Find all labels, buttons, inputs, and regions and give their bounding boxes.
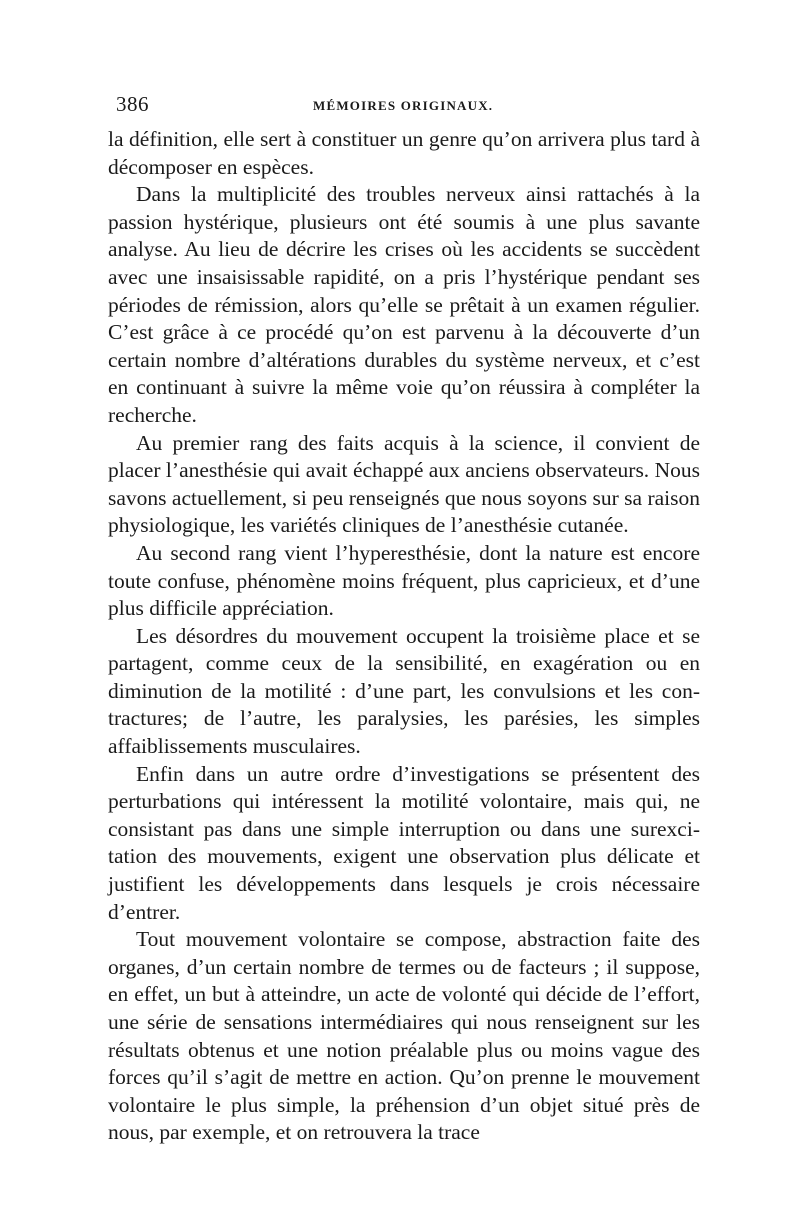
- paragraph: Les désordres du mouvement occupent la troisième place et se partagent, comme ceux de la sensibilité, en exagération ou en diminution de la motilité : d’une part, les convulsions et les contractures; de l’autre, les paralysies, les parésies, les simples affaiblissements musculaires.: [108, 623, 700, 759]
- book-page: [108, 92, 700, 1147]
- paragraph: Dans la multiplicité des troubles nerveux ainsi rattachés à la passion hystérique, plusieurs ont été soumis à une plus savante analyse. Au lieu de décrire les crises où les accidents se succèdent avec une insaisissable rapidité, on a pris l’hystérique pendant ses périodes de rémission, alors qu’elle se prêtait à un examen régulier. C’est grâce à ce procédé qu’on est parvenu à la découverte d’un certain nombre d’altérations durables du système nerveux, et c’est en continuant à suivre la même voie qu’on réussira à compléter la recherche.: [108, 182, 700, 427]
- running-title: MÉMOIRES ORIGINAUX.: [313, 98, 494, 113]
- paragraph-continuation: la définition, elle sert à constituer un genre qu’on arrivera plus tard à décomposer en espèces.: [108, 127, 700, 179]
- paragraph: Au premier rang des faits acquis à la science, il convient de placer l’anesthésie qui avait échappé aux anciens observateurs. Nous savons actuellement, si peu renseignés que nous soyons sur sa raison physiologique, les variétés cliniques de l’anesthésie cutanée.: [108, 430, 700, 538]
- page-number: 386: [116, 92, 149, 116]
- running-head: [108, 92, 700, 126]
- paragraph: Au second rang vient l’hyperesthésie, dont la nature est encore toute confuse, phénomène moins fréquent, plus capricieux, et d’une plus difficile appréciation.: [108, 540, 700, 621]
- paragraph: Tout mouvement volontaire se compose, abstraction faite des organes, d’un certain nombre de termes ou de facteurs ; il suppose, en effet, un but à atteindre, un acte de volonté qui décide de l’effort, une série de sensations intermédiaires qui nous renseignent sur les résultats obtenus et une notion préalable plus ou moins vague des forces qu’il s’agit de mettre en action. Qu’on prenne le mouvement volontaire le plus simple, la préhension d’un objet situé près de nous, par exemple, et on retrouvera la trace: [108, 927, 700, 1145]
- paragraph: Enfin dans un autre ordre d’investigations se présentent des perturbations qui intéressent la motilité volontaire, mais qui, ne consistant pas dans une simple interruption ou dans une surexcitation des mouvements, exigent une observation plus délicate et justifient les développements dans lesquels je crois nécessaire d’entrer.: [108, 761, 700, 924]
- body-text: [108, 126, 700, 1147]
